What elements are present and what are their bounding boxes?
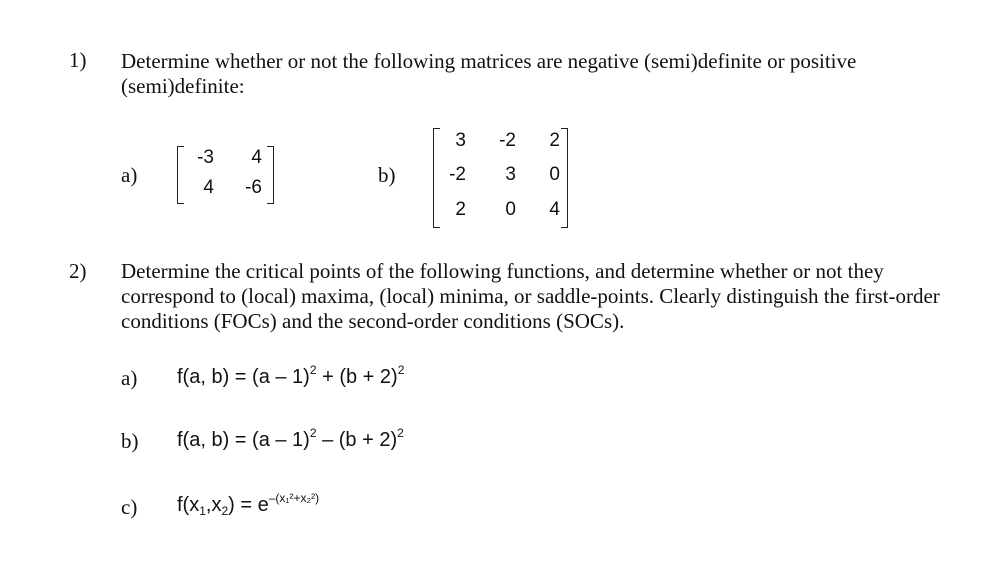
matrix-b-cell: -2 [449,164,466,185]
problem-2-number: 2) [69,259,87,283]
matrix-b-left-bracket [433,128,440,228]
matrix-a-cell: 4 [203,177,214,198]
matrix-a [177,146,274,204]
matrix-b-cell: 3 [505,164,516,185]
problem-1-number: 1) [69,48,87,72]
problem-2-text: Determine the critical points of the following functions, and determine whether or not they correspond to (local) maxima, (local) minima, or saddle-points. Clearly distinguish the first-order conditions (FOCs) and the second-order conditions (SOCs). [121,259,940,333]
function-b-exponent-2: 2 [397,426,404,440]
matrix-b-cell: 4 [549,199,560,220]
problem-1a-label: a) [121,163,138,187]
matrix-b-cell: 2 [549,130,560,151]
function-c-subscript-1: 1 [199,504,206,518]
function-c-rhs: ) = e [228,494,269,516]
function-a-lhs: f(a, b) = (a – 1) [177,366,310,388]
matrix-a-left-bracket [177,146,184,204]
function-a-exponent-1: 2 [309,363,317,377]
problem-1-text: Determine whether or not the following matrices are negative (semi)definite or positive (semi)definite: [121,49,857,98]
problem-1b-label: b) [378,163,396,187]
function-a-mid: + (b + 2) [316,366,398,388]
matrix-a-cell: -6 [245,177,262,198]
function-a [177,363,405,389]
function-c [177,491,320,518]
matrix-a-right-bracket [267,146,274,204]
matrix-b-cell: 0 [505,199,516,220]
problem-2a-label: a) [121,366,138,390]
matrix-b-cell: 0 [549,164,560,185]
function-b-lhs: f(a, b) = (a – 1) [177,429,310,451]
function-c-exponent: –(x₁²+x₂²) [268,491,320,505]
problem-2b-label: b) [121,429,139,453]
function-b-mid: – (b + 2) [316,429,398,451]
matrix-a-cell: 4 [251,147,262,168]
function-c-subscript-2: 2 [221,504,229,518]
function-b-exponent-1: 2 [309,426,317,440]
matrix-b [433,128,568,228]
problem-2c-label: c) [121,495,138,519]
function-b [177,426,404,452]
matrix-b-right-bracket [561,128,568,228]
function-a-exponent-2: 2 [397,363,405,377]
matrix-a-cell: -3 [197,147,214,168]
matrix-b-cell: 3 [455,130,466,151]
matrix-b-cell: -2 [499,130,516,151]
function-c-mid: ,x [205,494,222,516]
function-c-lhs: f(x [177,494,200,516]
matrix-b-cell: 2 [455,199,466,220]
